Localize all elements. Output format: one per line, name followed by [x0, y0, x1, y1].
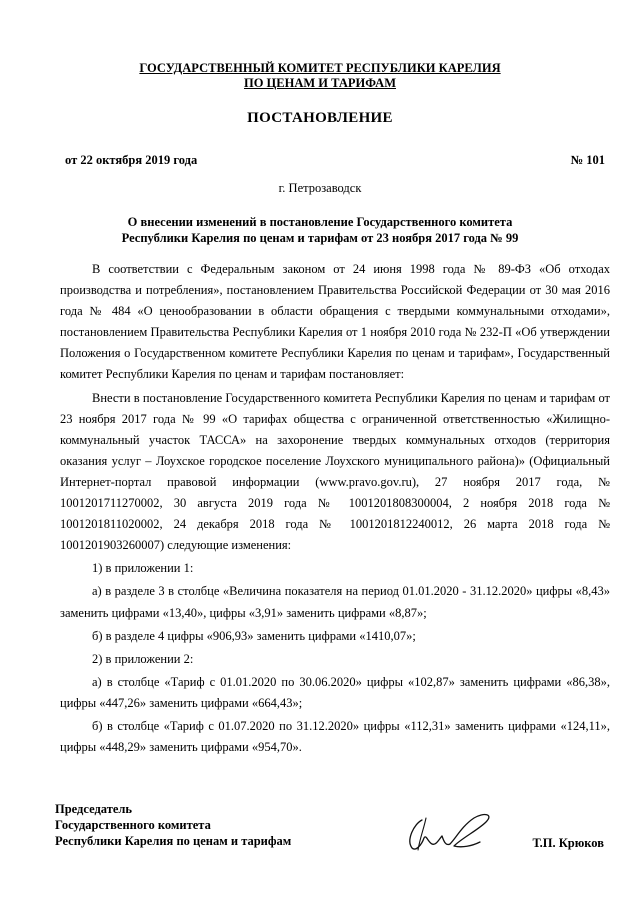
- document-title: [60, 214, 580, 246]
- document-body: [60, 259, 610, 758]
- agency-header: [0, 61, 640, 91]
- paragraph-appendix-1: 1) в приложении 1:: [92, 561, 194, 576]
- paragraph-item-1a: а) в разделе 3 в столбце «Величина показателя на период 01.01.2020 - 31.12.2020» цифры «8,43» заменить цифрами «13,40», цифры «3,91» заменить цифрами «8,87»;: [60, 584, 610, 620]
- paragraph-resolution: Внести в постановление Государственного комитета Республики Карелия по ценам и тарифам от 23 ноября 2017 года № 99 «О тарифах общества с ограниченной ответственностью «Жилищно-коммунальный участок ТАССА» на захоронение твердых коммунальных отходов (территория оказания услуг – Лоухское городское поселение Лоухского муниципального района)» (Официальный Интернет-портал правовой информации (www.pravo.gov.ru), 27 ноября 2017 года, № 1001201711270002, 30 августа 2019 года № 1001201808300004, 2 ноября 2018 года № 1001201811020002, 24 декабря 2018 года № 1001201812240012, 26 марта 2018 года № 1001201903260007) следующие изменения:: [60, 390, 610, 553]
- signer-name: Т.П. Крюков: [532, 836, 604, 850]
- paragraph-preamble: В соответствии с Федеральным законом от 24 июня 1998 года № 89-ФЗ «Об отходах производства и потребления», постановлением Правительства Российской Федерации от 30 мая 2016 года № 484 «О ценообразовании в области обращения с твердыми коммунальными отходами», постановлением Правительства Республики Карелия от 1 ноября 2010 года № 232-П «Об утверждении Положения о Государственном комитете Республики Карелия по ценам и тарифам», Государственный комитет Республики Карелия по ценам и тарифам постановляет:: [60, 262, 610, 382]
- document-city: г. Петрозаводск: [278, 181, 362, 195]
- agency-line-1: ГОСУДАРСТВЕННЫЙ КОМИТЕТ РЕСПУБЛИКИ КАРЕЛИЯ: [139, 61, 501, 75]
- signer-title: [55, 801, 291, 849]
- document-type: ПОСТАНОВЛЕНИЕ: [247, 110, 393, 126]
- document-number: № 101: [570, 153, 605, 167]
- title-line-1: О внесении изменений в постановление Государственного комитета: [127, 215, 513, 229]
- title-line-2: Республики Карелия по ценам и тарифам от 23 ноября 2017 года № 99: [121, 231, 519, 245]
- paragraph-item-2b: б) в столбце «Тариф с 01.07.2020 по 31.12.2020» цифры «112,31» заменить цифрами «124,11», цифры «448,29» заменить цифрами «954,70».: [60, 718, 610, 755]
- paragraph-item-2a: а) в столбце «Тариф с 01.01.2020 по 30.06.2020» цифры «102,87» заменить цифрами «86,38», цифры «447,26» заменить цифрами «664,43»;: [60, 674, 610, 710]
- agency-line-2: ПО ЦЕНАМ И ТАРИФАМ: [243, 76, 397, 90]
- signer-title-line-3: Республики Карелия по ценам и тарифам: [55, 834, 292, 848]
- handwritten-signature: [400, 808, 500, 858]
- signer-title-line-1: Председатель: [55, 802, 133, 816]
- signer-title-line-2: Государственного комитета: [55, 818, 211, 832]
- paragraph-appendix-2: 2) в приложении 2:: [92, 651, 194, 666]
- paragraph-item-1b: б) в разделе 4 цифры «906,93» заменить цифрами «1410,07»;: [92, 628, 416, 643]
- document-date: от 22 октября 2019 года: [65, 153, 198, 167]
